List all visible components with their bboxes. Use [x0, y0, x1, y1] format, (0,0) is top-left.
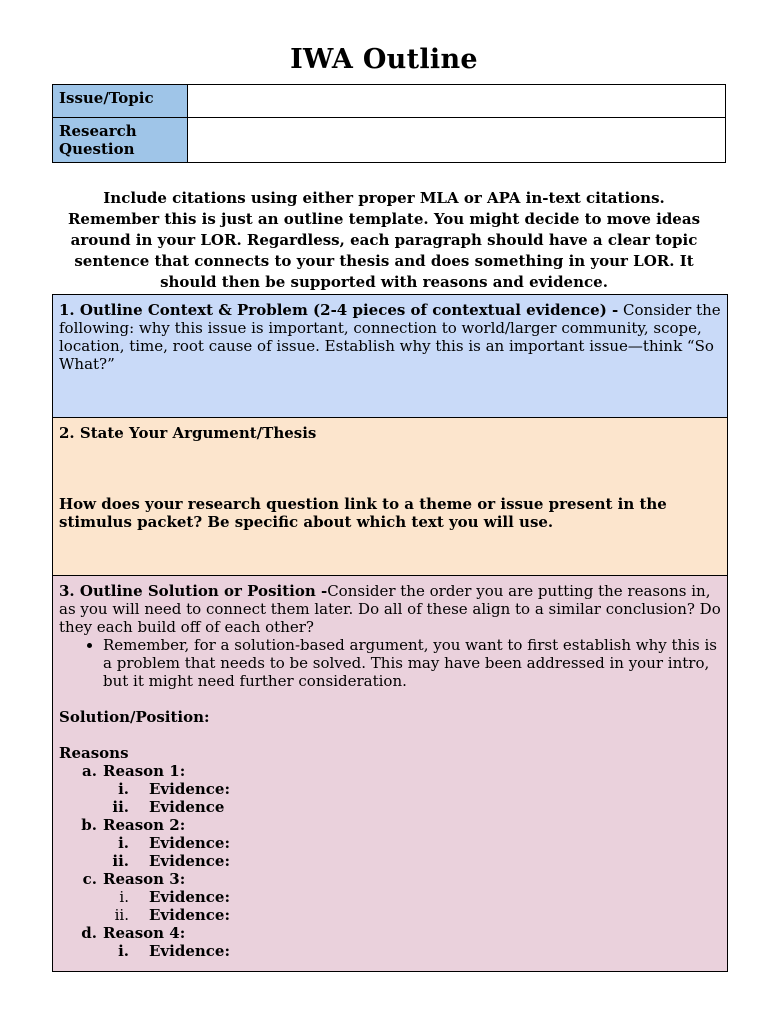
question-label-line2: Question [59, 140, 135, 158]
instructions-line: around in your LOR. Regardless, each paragraph should have a clear topic [70, 231, 698, 249]
evidence-item: ii. Evidence: [112, 852, 230, 870]
section2-question: How does your research question link to a theme or issue present in the stimulus packet? Be specific about which text you will use. [59, 495, 667, 531]
solution-label: Solution/Position: [59, 708, 210, 726]
section1-heading: 1. Outline Context & Problem (2-4 pieces of contextual evidence) - [59, 301, 619, 319]
section-thesis[interactable] [52, 417, 728, 575]
question-field[interactable] [188, 118, 726, 163]
instructions-line: sentence that connects to your thesis and does something in your LOR. It [74, 252, 694, 270]
question-label [53, 118, 188, 163]
issue-row [53, 85, 726, 118]
section2-heading: 2. State Your Argument/Thesis [59, 424, 317, 442]
evidence-item: i. Evidence: [118, 780, 230, 798]
section-solution[interactable] [52, 575, 728, 972]
section1-body: Consider the following: why this issue is important, connection to world/larger community, scope, location, time, root cause of issue. Establish why this is an important issue—think “So What?” [59, 301, 721, 373]
section3-bullets [59, 636, 721, 690]
instructions-line: Include citations using either proper MLA or APA in-text citations. [103, 189, 665, 207]
reason-item: d. Reason 4: [81, 924, 186, 942]
reason-item: c. Reason 3: [82, 870, 186, 888]
header-table [52, 84, 726, 163]
evidence-item: i. Evidence: [118, 942, 230, 960]
instructions [56, 188, 712, 293]
issue-label: Issue/Topic [53, 85, 188, 118]
question-row [53, 118, 726, 163]
section3-body: Consider the order you are putting the reasons in, as you will need to connect them later. Do all of these align to a similar conclusion? Do they each build off of each other? [59, 582, 721, 636]
evidence-item: i. Evidence: [118, 834, 230, 852]
instructions-line: Remember this is just an outline template. You might decide to move ideas [67, 210, 701, 228]
instructions-line: should then be supported with reasons and evidence. [160, 273, 608, 291]
page-title: IWA Outline [290, 44, 478, 75]
question-label-line1: Research [59, 122, 137, 140]
section3-heading: 3. Outline Solution or Position - [59, 582, 328, 600]
evidence-item: ii. Evidence: [114, 906, 230, 924]
section3-bullet: • Remember, for a solution-based argument, you want to first establish why this is a problem that needs to be solved. This may have been addressed in your intro, but it might need further consideration. [103, 636, 721, 690]
section-context[interactable] [52, 294, 728, 417]
evidence-item: i. Evidence: [119, 888, 230, 906]
reason-item: a. Reason 1: [82, 762, 186, 780]
reason-item: b. Reason 2: [81, 816, 186, 834]
issue-field[interactable] [188, 85, 726, 118]
evidence-item: ii. Evidence [112, 798, 225, 816]
reasons-label: Reasons [59, 744, 129, 762]
